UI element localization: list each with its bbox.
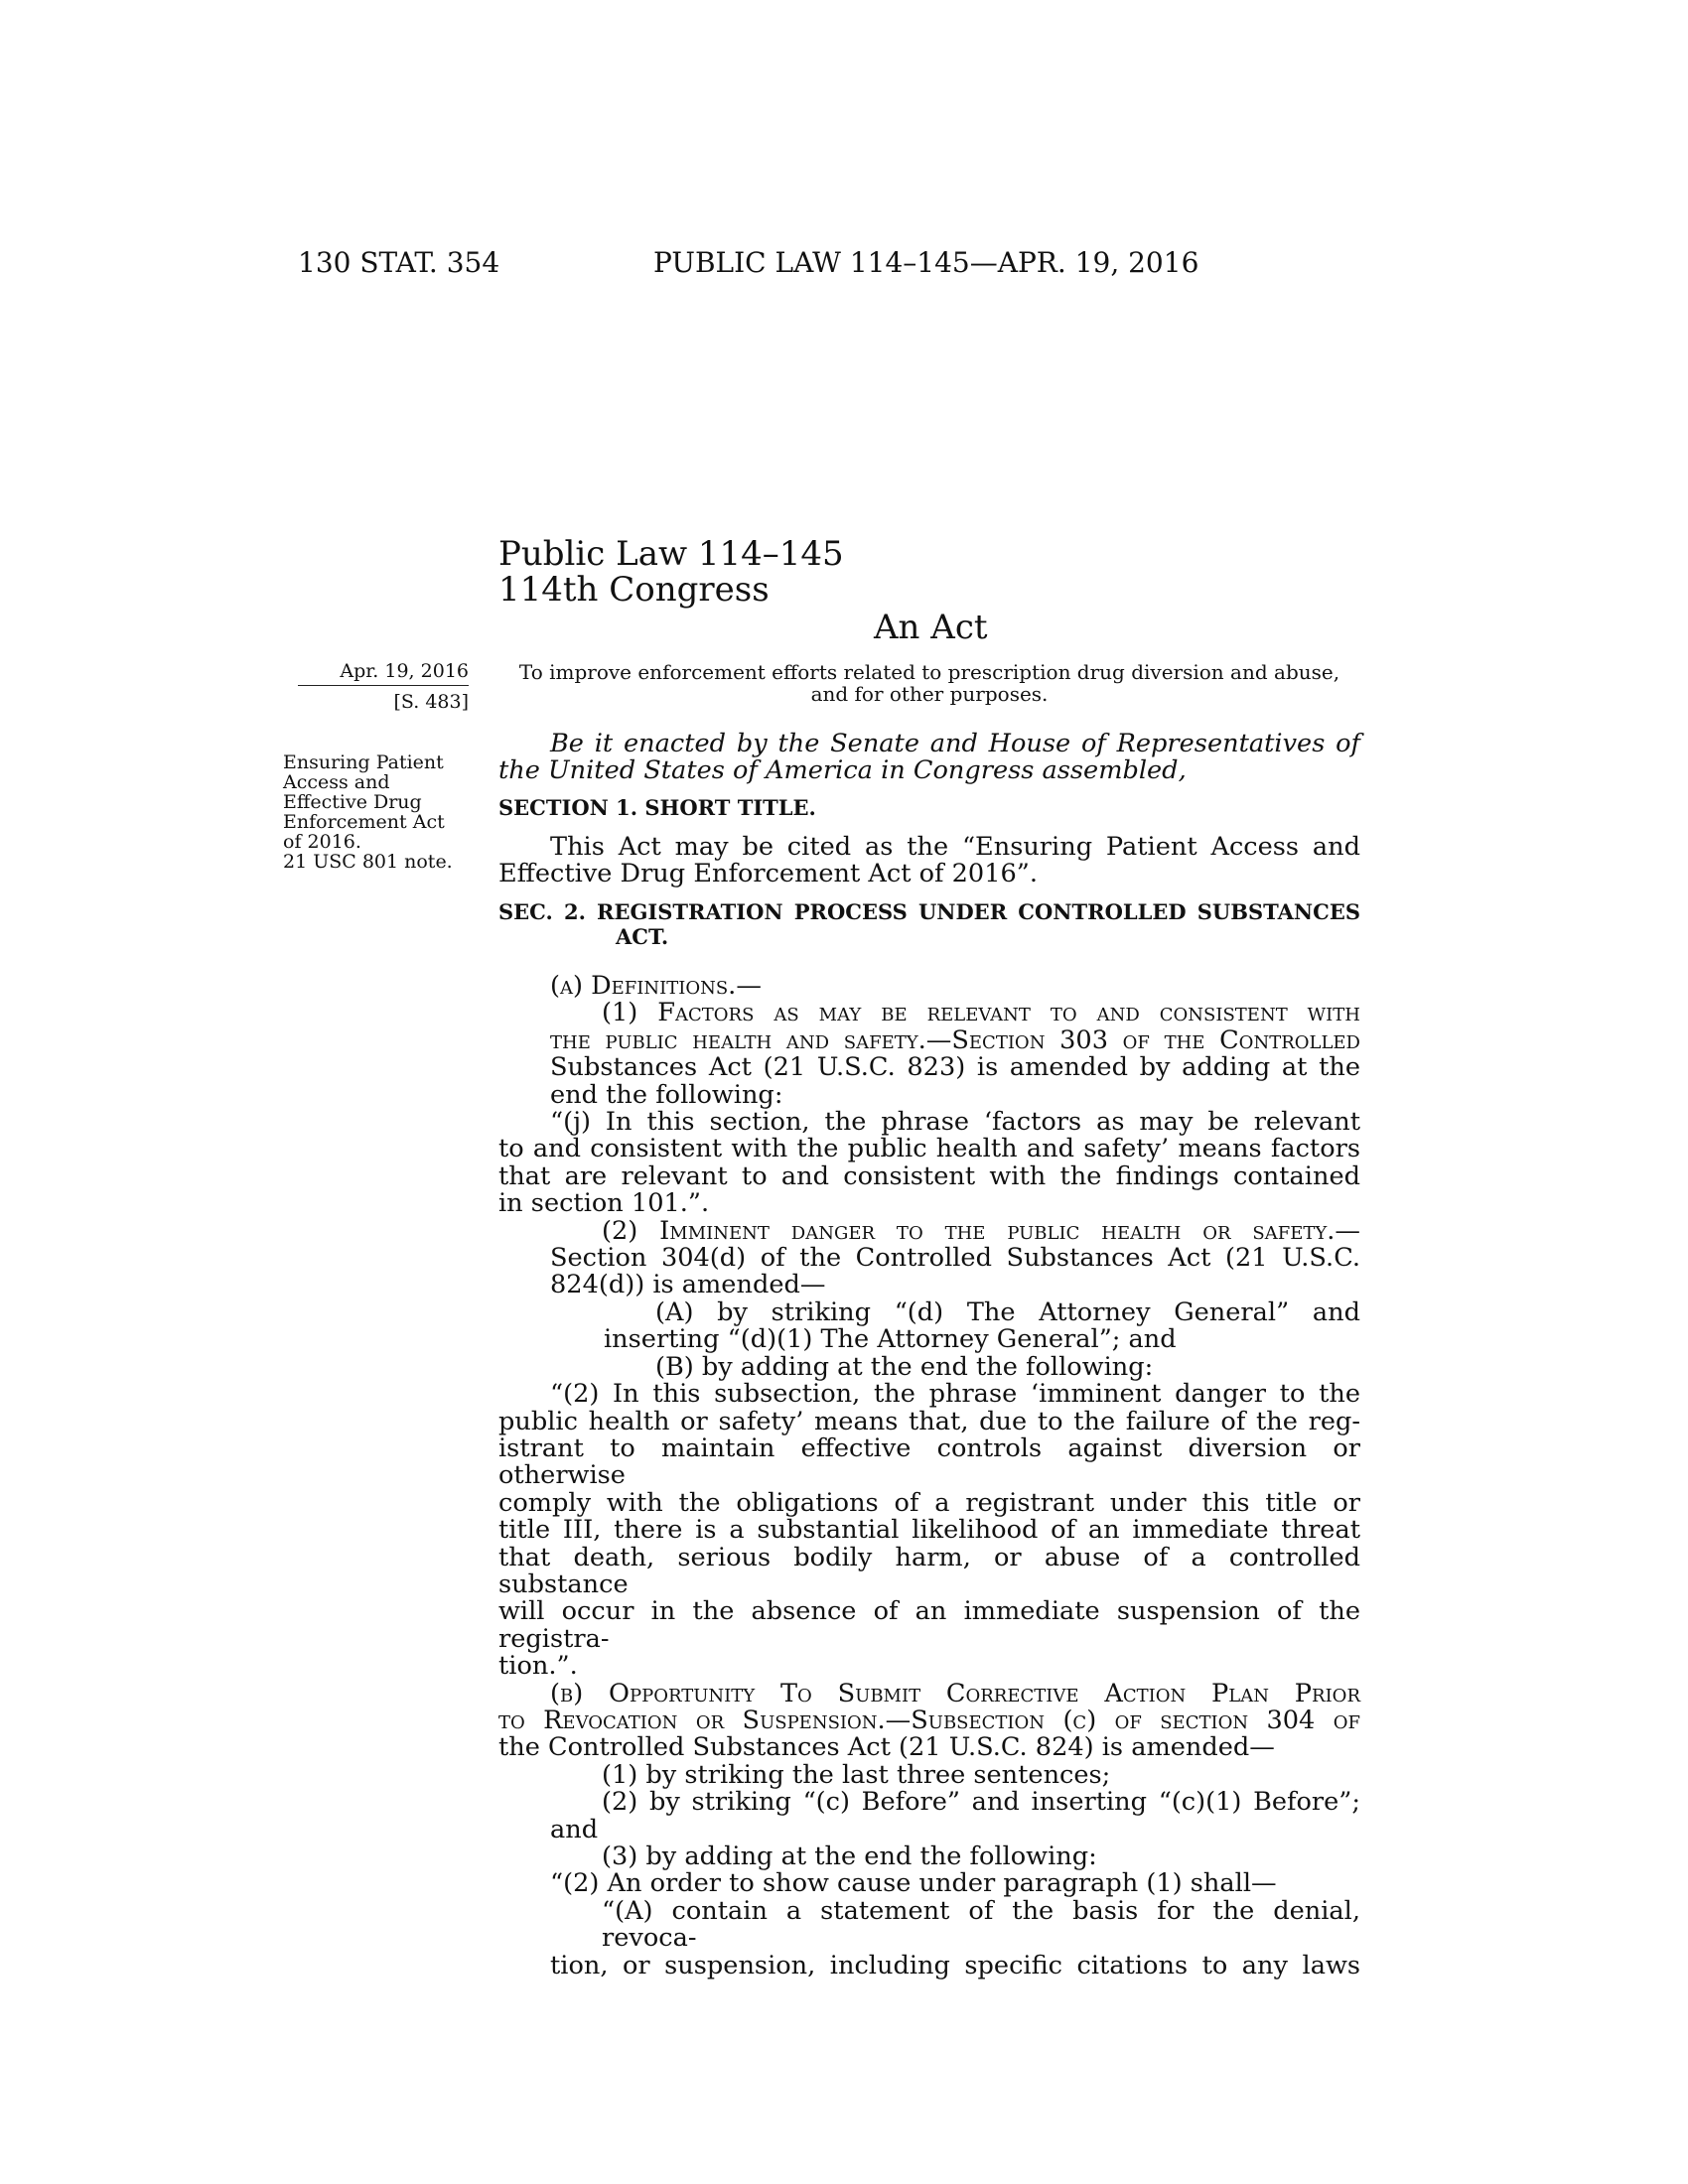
congress-number: 114th Congress <box>498 570 770 610</box>
text-line: (2) by striking “(c) Before” and inserting “(c)(1) Before”; <box>602 1787 1360 1818</box>
text-line: that death, serious bodily harm, or abuse of a controlled substance <box>498 1542 1360 1599</box>
paragraph-b1: (1) by striking the last three sentences; <box>602 1759 1111 1790</box>
margin-date: Apr. 19, 2016 <box>340 660 469 682</box>
enacting-clause <box>498 731 1360 785</box>
quoted-paragraph-c2: “(2) An order to show cause under paragraph (1) shall— <box>550 1868 1277 1899</box>
text-line: comply with the obligations of a registrant under this title or <box>498 1487 1360 1518</box>
margin-bill-number: [S. 483] <box>393 691 469 713</box>
subparagraph-a2A <box>498 1299 1360 1354</box>
text-line: title III, there is a substantial likelihood of an immediate threat <box>498 1515 1360 1546</box>
text-line: istrant to maintain effective controls against diversion or otherwise <box>498 1433 1360 1491</box>
quoted-subparagraph-A <box>498 1895 1360 1980</box>
paragraph-b3: (3) by adding at the end the following: <box>602 1842 1097 1871</box>
heading-line: ACT. <box>616 924 669 949</box>
text-line: (b) Opportunity To Submit Corrective Action Plan Prior <box>550 1678 1360 1708</box>
section-1-heading: SECTION 1. SHORT TITLE. <box>498 795 816 820</box>
text-line: public health or safety’ means that, due to the failure of the reg- <box>498 1406 1360 1436</box>
subsection-a <box>498 973 1360 1979</box>
text-line: and <box>550 1814 599 1844</box>
text-line: the Controlled Substances Act (21 U.S.C. 824) is amended— <box>498 1732 1275 1763</box>
text-line: This Act may be cited as the “Ensuring Patient Access and <box>550 832 1360 862</box>
text-line: Substances Act (21 U.S.C. 823) is amended by adding at the <box>550 1052 1360 1083</box>
text-line: tion.”. <box>498 1651 578 1682</box>
section-2-heading <box>498 899 1360 949</box>
margin-note-line: 21 USC 801 note. <box>283 851 453 873</box>
text-line: to and consistent with the public health and safety’ means factors <box>498 1134 1360 1164</box>
subparagraph-a2B: (B) by adding at the end the following: <box>655 1351 1154 1382</box>
margin-note-line: Enforcement Act <box>283 811 445 833</box>
text-line: that are relevant to and consistent with the findings contained <box>498 1160 1360 1191</box>
text-line: (A) by striking “(d) The Attorney General” and <box>655 1297 1360 1327</box>
text-line: Section 304(d) of the Controlled Substances Act (21 U.S.C. <box>550 1243 1360 1274</box>
text-line: (2) Imminent danger to the public health or safety.— <box>602 1215 1360 1246</box>
public-law-number: Public Law 114–145 <box>498 534 844 574</box>
text-line: Effective Drug Enforcement Act of 2016”. <box>498 859 1039 889</box>
margin-rule <box>298 685 469 686</box>
page-reference: 130 STAT. 354 <box>298 246 500 279</box>
paragraph-b2 <box>498 1789 1360 1843</box>
text-line: (1) Factors as may be relevant to and consistent with <box>602 998 1360 1028</box>
text-line: in section 101.”. <box>498 1188 710 1219</box>
enacting-line: Be it enacted by the Senate and House of Representatives of <box>550 729 1360 758</box>
text-line: inserting “(d)(1) The Attorney General”; and <box>604 1324 1177 1355</box>
paragraph-a2 <box>498 1215 1360 1300</box>
text-line: the public health and safety.—Section 303 of the Controlled <box>550 1024 1360 1055</box>
margin-short-title-note <box>283 752 482 872</box>
quoted-paragraph-2 <box>498 1381 1360 1680</box>
purpose-line: and for other purposes. <box>810 682 1049 706</box>
text-line: to Revocation or Suspension.—Subsection (c) of section 304 of <box>498 1705 1360 1735</box>
section-1-text <box>498 834 1360 888</box>
paragraph-a1 <box>498 1000 1360 1109</box>
quoted-subsection-j <box>498 1109 1360 1218</box>
margin-note-line: of 2016. <box>283 831 361 853</box>
act-purpose <box>498 661 1360 705</box>
margin-note-line: Effective Drug <box>283 791 422 813</box>
act-title: An Act <box>874 608 988 647</box>
text-line: will occur in the absence of an immediate suspension of the registra- <box>498 1596 1360 1654</box>
text-line: end the following: <box>550 1079 783 1110</box>
enacting-line: the United States of America in Congress assembled, <box>498 755 1187 786</box>
purpose-line: To improve enforcement efforts related to prescription drug diversion and abuse, <box>518 660 1340 684</box>
margin-note-line: Ensuring Patient <box>283 751 444 773</box>
running-title: PUBLIC LAW 114–145—APR. 19, 2016 <box>653 246 1199 279</box>
text-line: “(A) contain a statement of the basis for the denial, revoca- <box>602 1895 1360 1954</box>
heading-line: SEC. 2. REGISTRATION PROCESS UNDER CONTROLLED SUBSTANCES <box>498 899 1360 924</box>
text-line: “(j) In this section, the phrase ‘factors as may be relevant <box>550 1107 1360 1138</box>
margin-note-line: Access and <box>283 771 390 793</box>
subsection-b <box>498 1678 1360 1763</box>
text-line: “(2) In this subsection, the phrase ‘imminent danger to the <box>550 1379 1360 1410</box>
subsection-heading: (a) Definitions.— <box>550 971 762 1001</box>
text-line: 824(d)) is amended— <box>550 1270 826 1300</box>
text-line: tion, or suspension, including specific citations to any laws <box>550 1950 1360 1980</box>
